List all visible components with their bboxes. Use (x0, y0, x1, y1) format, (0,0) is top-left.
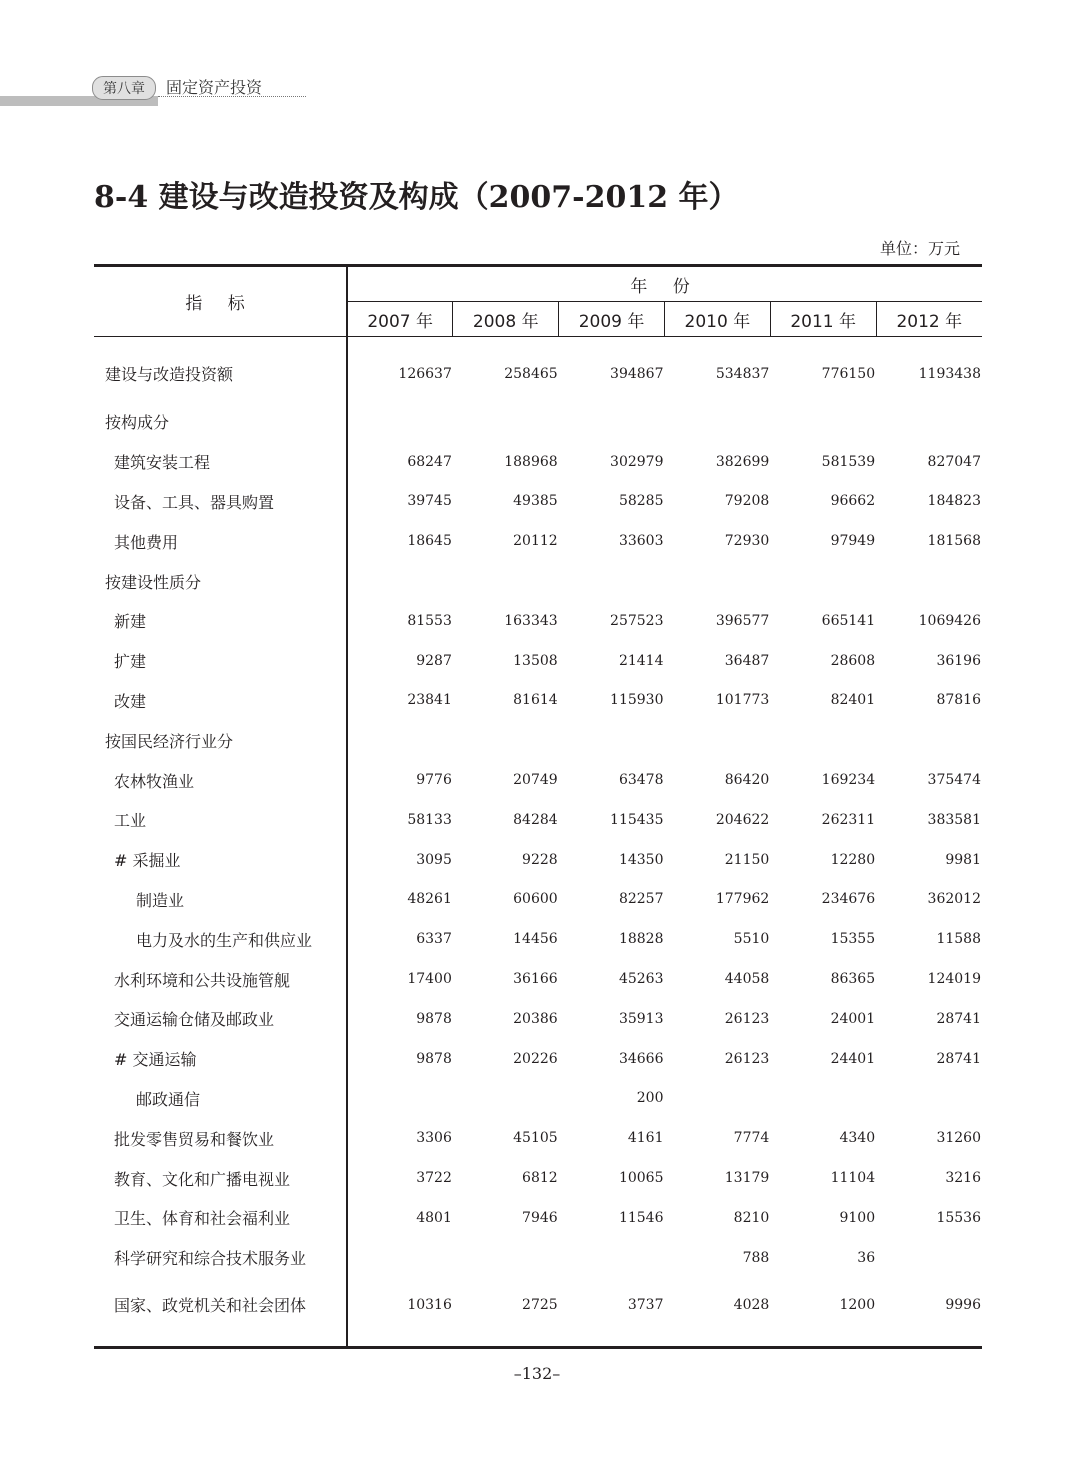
value-cell: 26123 (724, 1050, 770, 1067)
value-cell (453, 402, 559, 442)
value-cell: 28608 (830, 652, 876, 669)
row-label: 扩建 (94, 641, 347, 681)
year-header: 2010 年 (664, 302, 770, 337)
table-row (94, 521, 982, 561)
value-cell (876, 1079, 982, 1119)
row-label: 电力及水的生产和供应业 (94, 919, 347, 959)
value-cell: 36487 (724, 652, 770, 669)
value-cell: 6337 (416, 931, 452, 948)
value-cell: 96662 (830, 493, 876, 510)
value-cell: 72930 (724, 533, 770, 550)
header-divider (158, 96, 306, 97)
table-row (94, 720, 982, 760)
value-cell (347, 402, 453, 442)
value-cell: 184823 (927, 493, 981, 510)
value-cell (876, 402, 982, 442)
value-cell: 2725 (522, 1296, 558, 1313)
value-cell (770, 561, 876, 601)
value-cell: 36 (857, 1249, 876, 1266)
value-cell: 101773 (715, 692, 770, 709)
value-cell: 60600 (513, 891, 558, 908)
value-cell: 14350 (618, 851, 664, 868)
row-label: 其他费用 (94, 521, 347, 561)
row-label: 水利环境和公共设施管舰 (94, 959, 347, 999)
value-cell: 35913 (618, 1010, 664, 1027)
value-cell: 9878 (416, 1010, 452, 1027)
value-cell: 20112 (513, 533, 558, 550)
value-cell: 11546 (618, 1209, 664, 1226)
row-label: # 采掘业 (94, 840, 347, 880)
value-cell: 11588 (936, 931, 981, 948)
row-label: 制造业 (94, 880, 347, 920)
value-cell: 24001 (830, 1010, 876, 1027)
value-cell: 5510 (733, 931, 770, 948)
value-cell: 115435 (610, 811, 664, 828)
value-cell: 258465 (504, 365, 558, 382)
value-cell (559, 402, 665, 442)
value-cell: 3216 (945, 1170, 981, 1187)
value-cell (559, 1238, 665, 1278)
value-cell (664, 1079, 770, 1119)
value-cell (770, 1079, 876, 1119)
value-cell: 3737 (627, 1296, 664, 1313)
table-row (94, 601, 982, 641)
value-cell: 33603 (618, 533, 664, 550)
value-cell: 21150 (724, 851, 770, 868)
page-number: –132– (513, 1364, 561, 1383)
chapter-badge: 第八章 (92, 76, 156, 100)
value-cell: 44058 (724, 971, 770, 988)
value-cell: 3095 (416, 851, 452, 868)
table-row (94, 999, 982, 1039)
value-cell: 375474 (927, 772, 981, 789)
table-row (94, 1158, 982, 1198)
table-row (94, 760, 982, 800)
table-body (94, 337, 982, 1348)
value-cell (770, 720, 876, 760)
year-header: 2012 年 (876, 302, 982, 337)
row-label: 工业 (94, 800, 347, 840)
value-cell (453, 1079, 559, 1119)
table-row (94, 800, 982, 840)
row-label: 科学研究和综合技术服务业 (94, 1238, 347, 1278)
row-label: 新建 (94, 601, 347, 641)
table-row (94, 880, 982, 920)
value-cell (347, 1238, 453, 1278)
value-cell: 23841 (407, 692, 452, 709)
value-cell (664, 561, 770, 601)
value-cell: 383581 (927, 811, 981, 828)
value-cell: 48261 (407, 891, 452, 908)
value-cell: 58285 (618, 493, 664, 510)
value-cell: 204622 (715, 811, 770, 828)
value-cell: 9228 (522, 851, 558, 868)
year-group-header: 年 份 (347, 266, 982, 302)
value-cell: 1193438 (918, 365, 981, 382)
table-row (94, 959, 982, 999)
value-cell: 827047 (927, 453, 981, 470)
value-cell: 665141 (821, 612, 876, 629)
value-cell: 26123 (724, 1010, 770, 1027)
table-row (94, 641, 982, 681)
row-label: 建设与改造投资额 (94, 337, 347, 403)
value-cell: 396577 (715, 612, 770, 629)
value-cell: 8210 (733, 1209, 770, 1226)
value-cell: 4028 (733, 1296, 770, 1313)
value-cell: 9981 (945, 851, 981, 868)
value-cell (453, 561, 559, 601)
value-cell (453, 720, 559, 760)
value-cell (876, 561, 982, 601)
value-cell: 21414 (618, 652, 664, 669)
value-cell: 362012 (927, 891, 981, 908)
value-cell: 49385 (513, 493, 558, 510)
value-cell: 10065 (618, 1170, 664, 1187)
table-row (94, 337, 982, 403)
row-label: 设备、工具、器具购置 (94, 482, 347, 522)
value-cell: 45105 (513, 1130, 558, 1147)
row-label: 卫生、体育和社会福利业 (94, 1198, 347, 1238)
indicator-header: 指 标 (94, 266, 347, 337)
table-row (94, 919, 982, 959)
row-label: 农林牧渔业 (94, 760, 347, 800)
value-cell: 97949 (830, 533, 876, 550)
value-cell (559, 720, 665, 760)
value-cell: 126637 (398, 365, 452, 382)
value-cell: 3722 (416, 1170, 452, 1187)
value-cell: 394867 (610, 365, 664, 382)
row-label: 按国民经济行业分 (94, 720, 347, 760)
row-label: 按构成分 (94, 402, 347, 442)
table-row (94, 482, 982, 522)
value-cell (347, 1079, 453, 1119)
value-cell: 115930 (610, 692, 664, 709)
row-label: 教育、文化和广播电视业 (94, 1158, 347, 1198)
value-cell: 13508 (513, 652, 558, 669)
value-cell: 776150 (821, 365, 876, 382)
value-cell: 28741 (936, 1010, 981, 1027)
value-cell: 262311 (821, 811, 876, 828)
value-cell: 34666 (618, 1050, 664, 1067)
unit-label: 单位：万元 (879, 239, 960, 258)
value-cell: 18645 (407, 533, 452, 550)
value-cell: 234676 (821, 891, 876, 908)
section-title: 固定资产投资 (166, 78, 263, 97)
value-cell: 87816 (936, 692, 981, 709)
value-cell: 20386 (513, 1010, 558, 1027)
value-cell: 4801 (416, 1209, 452, 1226)
value-cell (453, 1238, 559, 1278)
value-cell: 3306 (416, 1130, 452, 1147)
row-label: 改建 (94, 681, 347, 721)
table-row (94, 1278, 982, 1348)
value-cell: 18828 (618, 931, 664, 948)
value-cell: 14456 (513, 931, 558, 948)
value-cell (664, 720, 770, 760)
value-cell: 36196 (936, 652, 981, 669)
value-cell: 302979 (610, 453, 664, 470)
value-cell: 82257 (618, 891, 664, 908)
value-cell: 28741 (936, 1050, 981, 1067)
value-cell: 17400 (407, 971, 452, 988)
table-row (94, 1238, 982, 1278)
value-cell: 39745 (407, 493, 452, 510)
value-cell: 10316 (407, 1296, 452, 1313)
year-header: 2008 年 (453, 302, 559, 337)
row-label: 交通运输仓储及邮政业 (94, 999, 347, 1039)
value-cell: 382699 (715, 453, 770, 470)
value-cell: 788 (742, 1249, 770, 1266)
data-table (94, 264, 982, 1349)
value-cell: 9100 (839, 1209, 876, 1226)
row-label: 批发零售贸易和餐饮业 (94, 1118, 347, 1158)
value-cell: 58133 (407, 811, 452, 828)
value-cell: 1069426 (918, 612, 981, 629)
table-row (94, 1198, 982, 1238)
table-row (94, 402, 982, 442)
table-row (94, 442, 982, 482)
value-cell: 45263 (618, 971, 664, 988)
value-cell (559, 561, 665, 601)
value-cell (347, 561, 453, 601)
table-row (94, 840, 982, 880)
value-cell: 63478 (618, 772, 664, 789)
value-cell: 86420 (724, 772, 770, 789)
value-cell: 15536 (936, 1209, 981, 1226)
value-cell (876, 1238, 982, 1278)
value-cell (876, 720, 982, 760)
value-cell: 200 (636, 1090, 664, 1107)
value-cell: 163343 (504, 612, 558, 629)
value-cell (664, 402, 770, 442)
value-cell: 7946 (522, 1209, 558, 1226)
value-cell: 188968 (504, 453, 558, 470)
value-cell: 20226 (513, 1050, 558, 1067)
value-cell: 15355 (830, 931, 876, 948)
value-cell (770, 402, 876, 442)
value-cell (347, 720, 453, 760)
value-cell: 9996 (945, 1296, 981, 1313)
row-label: 邮政通信 (94, 1079, 347, 1119)
value-cell: 86365 (830, 971, 876, 988)
value-cell: 581539 (821, 453, 876, 470)
value-cell: 169234 (821, 772, 876, 789)
value-cell: 20749 (513, 772, 558, 789)
value-cell: 11104 (830, 1170, 876, 1187)
value-cell: 31260 (936, 1130, 981, 1147)
value-cell: 68247 (407, 453, 452, 470)
value-cell: 13179 (724, 1170, 770, 1187)
row-label: 建筑安装工程 (94, 442, 347, 482)
year-header: 2007 年 (347, 302, 453, 337)
value-cell: 81614 (513, 692, 558, 709)
table-row (94, 1039, 982, 1079)
table-row (94, 1079, 982, 1119)
value-cell: 82401 (830, 692, 876, 709)
value-cell: 9776 (416, 772, 452, 789)
value-cell: 181568 (927, 533, 981, 550)
table-row (94, 681, 982, 721)
value-cell: 177962 (715, 891, 770, 908)
row-label: # 交通运输 (94, 1039, 347, 1079)
value-cell: 4161 (627, 1130, 664, 1147)
value-cell: 84284 (513, 811, 558, 828)
value-cell: 36166 (513, 971, 558, 988)
value-cell: 81553 (407, 612, 452, 629)
value-cell: 9287 (416, 652, 452, 669)
year-header: 2011 年 (770, 302, 876, 337)
value-cell: 534837 (715, 365, 770, 382)
value-cell: 79208 (724, 493, 770, 510)
value-cell: 7774 (733, 1130, 770, 1147)
row-label: 国家、政党机关和社会团体 (94, 1278, 347, 1348)
value-cell: 257523 (610, 612, 664, 629)
value-cell: 1200 (839, 1296, 876, 1313)
page-title: 8-4 建设与改造投资及构成（2007-2012 年） (94, 180, 739, 215)
value-cell: 9878 (416, 1050, 452, 1067)
row-label: 按建设性质分 (94, 561, 347, 601)
value-cell: 6812 (522, 1170, 558, 1187)
table-row (94, 561, 982, 601)
table-row (94, 1118, 982, 1158)
year-header: 2009 年 (559, 302, 665, 337)
value-cell: 124019 (927, 971, 981, 988)
value-cell: 24401 (830, 1050, 876, 1067)
value-cell: 4340 (839, 1130, 876, 1147)
value-cell: 12280 (830, 851, 876, 868)
